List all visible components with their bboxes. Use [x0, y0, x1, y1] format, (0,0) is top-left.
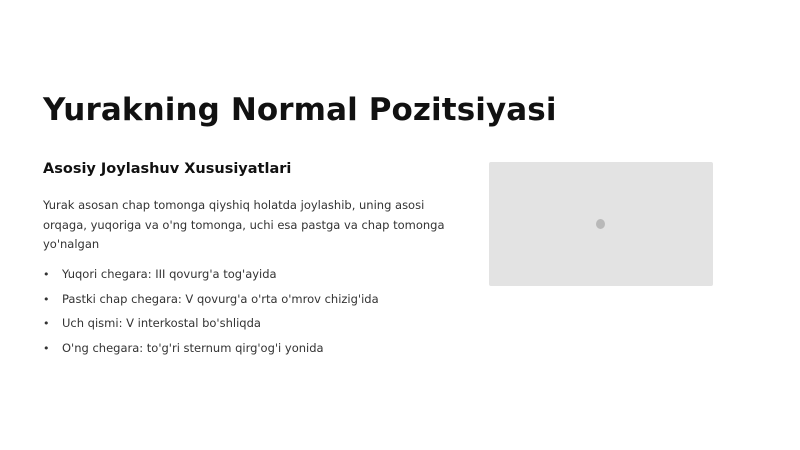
bullet-icon: • — [43, 317, 50, 330]
bullet-list — [43, 265, 463, 363]
bullet-item — [43, 265, 463, 290]
bullet-text: Pastki chap chegara: V qovurg'a o'rta o'mrov chizig'ida — [62, 291, 379, 306]
image-placeholder-icon — [596, 219, 605, 229]
bullet-item — [43, 339, 463, 364]
image-placeholder — [489, 162, 713, 286]
bullet-icon: • — [43, 292, 50, 306]
bullet-text: O'ng chegara: to'g'ri sternum qirg'og'i yonida — [62, 340, 324, 355]
section-heading: Asosiy Joylashuv Xususiyatlari — [43, 161, 292, 177]
slide-title: Yurakning Normal Pozitsiyasi — [43, 92, 557, 128]
bullet-item — [43, 290, 463, 315]
bullet-item — [43, 314, 463, 339]
bullet-text: Uch qismi: V interkostal bo'shliqda — [62, 316, 261, 330]
bullet-text: Yuqori chegara: III qovurg'a tog'ayida — [62, 267, 277, 281]
bullet-icon: • — [43, 341, 50, 355]
intro-paragraph: Yurak asosan chap tomonga qiyshiq holatda joylashib, uning asosi orqaga, yuqoriga va o'ng tomonga, uchi esa pastga va chap tomonga yo'nalgan — [43, 198, 445, 251]
bullet-icon: • — [43, 268, 50, 281]
